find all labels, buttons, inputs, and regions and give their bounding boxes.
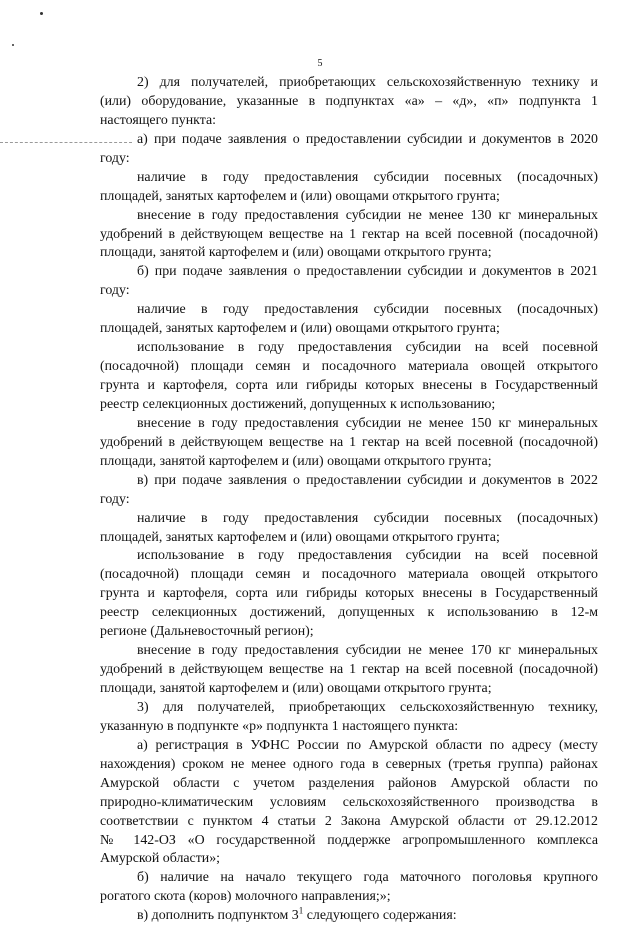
text-line: 3) для получателей, приобретающих сельскохозяйственную технику, [137,699,598,715]
text-line: площади, занятой картофелем и (или) овощами открытого грунта; [100,681,492,696]
text-line: нахождения) сроком не менее одного года в северных (третья группа) районах [100,756,598,772]
text-line: площадей, занятых картофелем и (или) овощами открытого грунта; [100,529,500,545]
text-line: наличие в году предоставления субсидии посевных (посадочных) [137,510,598,526]
text-line: наличие в году предоставления субсидии посевных (посадочных) [137,302,598,318]
text-line: 2) для получателей, приобретающих сельскохозяйственную технику и [137,75,598,90]
text-line: № 142-ОЗ «О государственной поддержке агропромышленного комплекса [100,832,598,848]
text-line: использование в году предоставления субсидии на всей посевной [137,548,598,564]
text-fragment: в) дополнить подпунктом 3 [137,908,299,924]
text-line: реестр селекционных достижений, допущенных к использованию в 12-м [100,605,598,621]
scan-speck [12,44,14,46]
text-line: наличие в году предоставления субсидии посевных (посадочных) [137,169,598,185]
text-line: соответствии с пунктом 4 статьи 2 Закона Амурской области от 29.12.2012 [100,813,598,829]
text-line: удобрений в действующем веществе на 1 гектар на всей посевной (посадочной) [100,662,598,678]
text-line: грунта и картофеля, сорта или гибриды которых внесены в Государственный [100,378,598,393]
text-line: (посадочной) площади семян и посадочного материала овощей открытого [100,567,598,583]
text-line: году: [100,150,130,166]
scan-speck [40,12,43,15]
superscript: 1 [298,905,304,916]
text-line: б) наличие на начало текущего года маточного поголовья крупного [137,870,598,886]
text-line: а) регистрация в УФНС России по Амурской области по адресу (месту [137,737,598,753]
text-line: площадей, занятых картофелем и (или) овощами открытого грунта; [100,321,500,337]
text-line: (или) оборудование, указанные в подпунктах «а» – «д», «п» подпункта 1 [100,93,598,109]
text-line: площади, занятой картофелем и (или) овощами открытого грунта; [100,453,492,469]
text-line: площади, занятой картофелем и (или) овощами открытого грунта; [100,245,492,261]
text-line: внесение в году предоставления субсидии не менее 150 кг минеральных [137,415,598,431]
text-line-last [100,907,598,926]
text-line: удобрений в действующем веществе на 1 гектар на всей посевной (посадочной) [100,434,598,450]
text-line: удобрений в действующем веществе на 1 гектар на всей посевной (посадочной) [100,226,598,242]
text-line: Амурской области»; [100,851,221,867]
text-line: грунта и картофеля, сорта или гибриды которых внесены в Государственный [100,586,598,602]
text-fragment: следующего содержания: [303,908,457,924]
text-line: природно-климатическим условиям сельскохозяйственного производства в [100,794,598,810]
text-line: внесение в году предоставления субсидии не менее 130 кг минеральных [137,207,598,223]
text-line: реестр селекционных достижений, допущенных к использованию; [100,396,496,412]
text-line: году: [100,491,130,507]
text-line: в) при подаче заявления о предоставлении субсидии и документов в 2022 [137,472,598,488]
text-line: а) при подаче заявления о предоставлении субсидии и документов в 2020 [137,131,598,147]
text-line: году: [100,283,130,299]
text-line: б) при подаче заявления о предоставлении субсидии и документов в 2021 [137,264,598,280]
text-line: площадей, занятых картофелем и (или) овощами открытого грунта; [100,188,500,204]
text-line: регионе (Дальневосточный регион); [100,624,314,640]
page-number: 5 [317,58,323,69]
text-line: указанную в подпункте «р» подпункта 1 настоящего пункта: [100,718,459,734]
text-line: использование в году предоставления субсидии на всей посевной [137,340,598,356]
document-body [100,74,598,926]
text-line: рогатого скота (коров) молочного направления;»; [100,889,391,905]
text-line: Амурской области с учетом разделения районов Амурской области по [100,775,598,791]
text-line: (посадочной) площади семян и посадочного материала овощей открытого [100,359,598,375]
text-line: внесение в году предоставления субсидии не менее 170 кг минеральных [137,643,598,659]
text-line: настоящего пункта: [100,112,216,128]
